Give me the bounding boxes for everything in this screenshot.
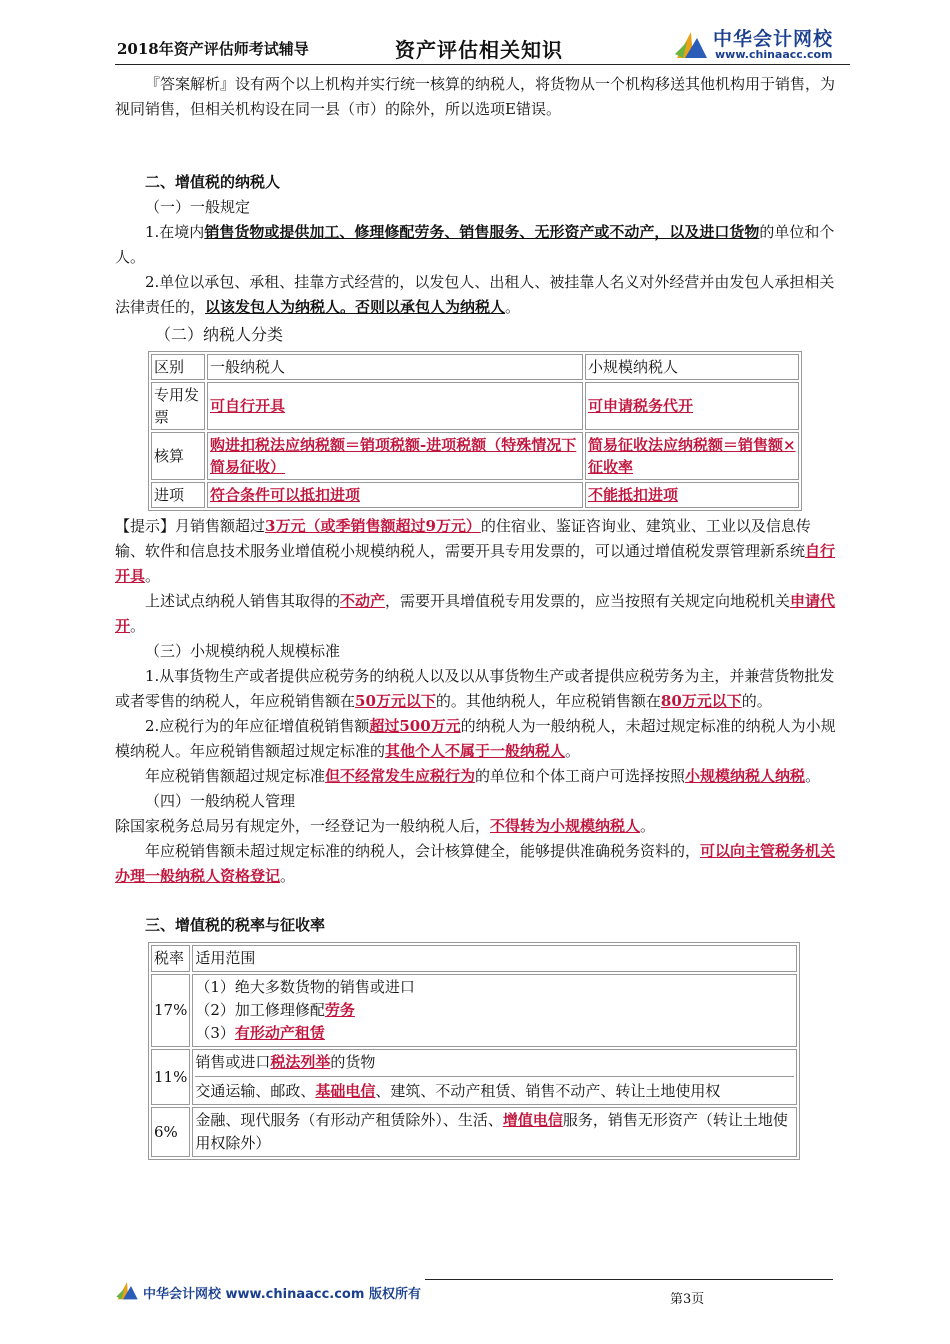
text: 、建筑、不动产租赁、销售不动产、转让土地使用权 <box>375 1082 721 1100</box>
paragraph-standard-3 <box>115 764 837 789</box>
footer-rule <box>425 1279 833 1280</box>
paragraph-management-2 <box>115 839 837 889</box>
rate-item <box>195 1080 794 1103</box>
text: （3） <box>195 1024 235 1042</box>
table-row <box>151 354 799 380</box>
table-cell: 进项 <box>151 482 205 508</box>
paragraph-standard-1 <box>115 664 837 714</box>
page-footer <box>115 1276 835 1316</box>
table-row <box>151 1107 797 1157</box>
text: 的。其他纳税人，年应税销售额在 <box>435 692 661 710</box>
tax-rate-table <box>148 942 800 1160</box>
text: 【提示】月销售额超过 <box>115 517 266 535</box>
table-cell: 一般纳税人 <box>207 354 583 380</box>
table-cell: 专用发票 <box>151 382 205 430</box>
table-cell <box>192 1049 797 1105</box>
text: 。 <box>640 817 656 835</box>
text: 的货物 <box>330 1053 376 1071</box>
table-row <box>151 1049 797 1105</box>
text: 年应税销售额超过规定标准 <box>145 767 326 785</box>
header-course-title: 2018年资产评估师考试辅导 <box>117 40 309 58</box>
rate-item: （1）绝大多数货物的销售或进口 <box>195 978 415 996</box>
emphasis: 其他个人不属于一般纳税人 <box>385 742 566 760</box>
table-cell: 区别 <box>151 354 205 380</box>
table-cell: 简易征收法应纳税额＝销售额×征收率 <box>585 432 799 480</box>
emphasis: 可以向主管税务机关办理一般纳税人资格登记 <box>115 842 836 885</box>
text: 金融、现代服务（有形动产租赁除外）、生活、 <box>195 1111 503 1129</box>
text: 除国家税务总局另有规定外，一经登记为一般纳税人后， <box>115 817 491 835</box>
text: 的住宿业、鉴证咨询业、建筑业、工业以及信息传输、软件和信息技术服务业增值税小规模纳税人，需要开具专用发票的，可以通过增值税发票管理新系统 <box>115 517 811 560</box>
answer-analysis: 『答案解析』设有两个以上机构并实行统一核算的纳税人，将货物从一个机构移送其他机构用于销售，为视同销售，但相关机构设在同一县（市）的除外，所以选项E错误。 <box>115 75 836 118</box>
table-row <box>151 382 799 430</box>
chinaacc-logo <box>673 22 853 64</box>
table-cell: 可自行开具 <box>207 382 583 430</box>
text: 。 <box>130 617 146 635</box>
text: 的单位和个人。 <box>115 223 835 266</box>
emphasis: 小规模纳税人纳税 <box>685 767 806 785</box>
text: 。 <box>505 298 521 316</box>
table-row <box>151 482 799 508</box>
table-cell: 适用范围 <box>192 945 797 972</box>
page-number: 第3页 <box>670 1292 705 1307</box>
text: 2.应税行为的年应征增值税销售额 <box>145 717 370 735</box>
page-content <box>115 72 837 1160</box>
subsection-general-rules: （一）一般规定 <box>145 198 251 216</box>
text: 服务，销售无形资产（转让土地使用权除外） <box>195 1111 788 1152</box>
table-cell: 可申请税务代开 <box>585 382 799 430</box>
table-cell: 税率 <box>151 945 190 972</box>
emphasis: 但不经常发生应税行为 <box>325 767 476 785</box>
emphasis: 税法列举 <box>270 1053 331 1071</box>
footer-copyright: 中华会计网校 www.chinaacc.com 版权所有 <box>143 1287 421 1302</box>
paragraph-tip <box>115 514 837 589</box>
text: 交通运输、邮政、 <box>195 1082 316 1100</box>
logo-mark-icon <box>673 28 709 60</box>
emphasis: 劳务 <box>324 1001 355 1019</box>
table-cell: 核算 <box>151 432 205 480</box>
text: 。 <box>145 567 161 585</box>
emphasis: 有形动产租赁 <box>234 1024 325 1042</box>
text: 的纳税人为一般纳税人，未超过规定标准的纳税人为小规模纳税人。年应税销售额超过规定标准的 <box>115 717 836 760</box>
header-rule <box>115 64 850 65</box>
table-cell: 符合条件可以抵扣进项 <box>207 482 583 508</box>
text: 2.单位以承包、承租、挂靠方式经营的，以发包人、出租人、被挂靠人名义对外经营并由发包人承担相关法律责任的， <box>115 273 835 316</box>
text: 的单位和个体工商户可选择按照 <box>475 767 686 785</box>
emphasis: 不动产 <box>340 592 386 610</box>
text: 的。 <box>741 692 772 710</box>
table-row <box>151 945 797 972</box>
text: 1.从事货物生产或者提供应税劳务的纳税人以及以从事货物生产或者提供应税劳务为主，并兼营货物批发或者零售的纳税人，年应税销售额在 <box>115 667 835 710</box>
text: 年应税销售额未超过规定标准的纳税人，会计核算健全，能够提供准确税务资料的， <box>145 842 701 860</box>
emphasis: 50万元以下 <box>355 692 436 710</box>
rate-item <box>195 1051 794 1077</box>
table-cell <box>192 1107 797 1157</box>
table-cell: 小规模纳税人 <box>585 354 799 380</box>
section-title-taxpayer: 二、增值税的纳税人 <box>145 173 281 191</box>
paragraph-management-1 <box>115 814 837 839</box>
subsection-general-management: （四）一般纳税人管理 <box>145 792 296 810</box>
page-header <box>115 22 850 62</box>
text: 上述试点纳税人销售其取得的 <box>145 592 341 610</box>
table-cell: 6% <box>151 1107 190 1157</box>
text: ，需要开具增值税专用发票的，应当按照有关规定向地税机关 <box>385 592 791 610</box>
emphasis: 销售货物或提供加工、修理修配劳务、销售服务、无形资产或不动产，以及进口货物 <box>204 223 760 241</box>
text: 销售或进口 <box>195 1053 271 1071</box>
table-cell: 11% <box>151 1049 190 1105</box>
paragraph-rule-1 <box>115 220 837 270</box>
paragraph-standard-2 <box>115 714 837 764</box>
table-cell <box>192 974 797 1047</box>
logo-brand-text: 中华会计网校 <box>713 28 834 50</box>
table-cell: 17% <box>151 974 190 1047</box>
paragraph-real-estate <box>115 589 837 639</box>
emphasis: 以该发包人为纳税人。否则以承包人为纳税人 <box>205 298 506 316</box>
emphasis: 申请代开 <box>115 592 836 635</box>
subsection-small-scale-standard: （三）小规模纳税人规模标准 <box>145 642 341 660</box>
emphasis: 不得转为小规模纳税人 <box>490 817 641 835</box>
table-cell: 购进扣税法应纳税额＝销项税额-进项税额（特殊情况下简易征收） <box>207 432 583 480</box>
text: （2）加工修理修配 <box>195 1001 325 1019</box>
emphasis: 基础电信 <box>315 1082 376 1100</box>
section-title-tax-rates: 三、增值税的税率与征收率 <box>145 916 326 934</box>
table-row <box>151 432 799 480</box>
table-cell: 不能抵扣进项 <box>585 482 799 508</box>
paragraph-rule-2 <box>115 270 837 320</box>
text: 。 <box>565 742 581 760</box>
emphasis: 超过500万元 <box>369 717 461 735</box>
subsection-classification: （二）纳税人分类 <box>155 325 284 344</box>
rate-item <box>195 1022 794 1045</box>
text: 。 <box>805 767 821 785</box>
text: 。 <box>280 867 296 885</box>
taxpayer-classification-table <box>148 351 802 511</box>
header-subject-title: 资产评估相关知识 <box>395 38 563 62</box>
emphasis: 增值电信 <box>502 1111 563 1129</box>
emphasis: 3万元（或季销售额超过9万元） <box>265 517 481 535</box>
footer-logo-icon <box>115 1279 139 1301</box>
rate-item <box>195 999 794 1022</box>
text: 1.在境内 <box>145 223 205 241</box>
table-row <box>151 974 797 1047</box>
emphasis: 自行开具 <box>115 542 836 585</box>
logo-url-text: www.chinaacc.com <box>715 48 833 61</box>
emphasis: 80万元以下 <box>660 692 742 710</box>
